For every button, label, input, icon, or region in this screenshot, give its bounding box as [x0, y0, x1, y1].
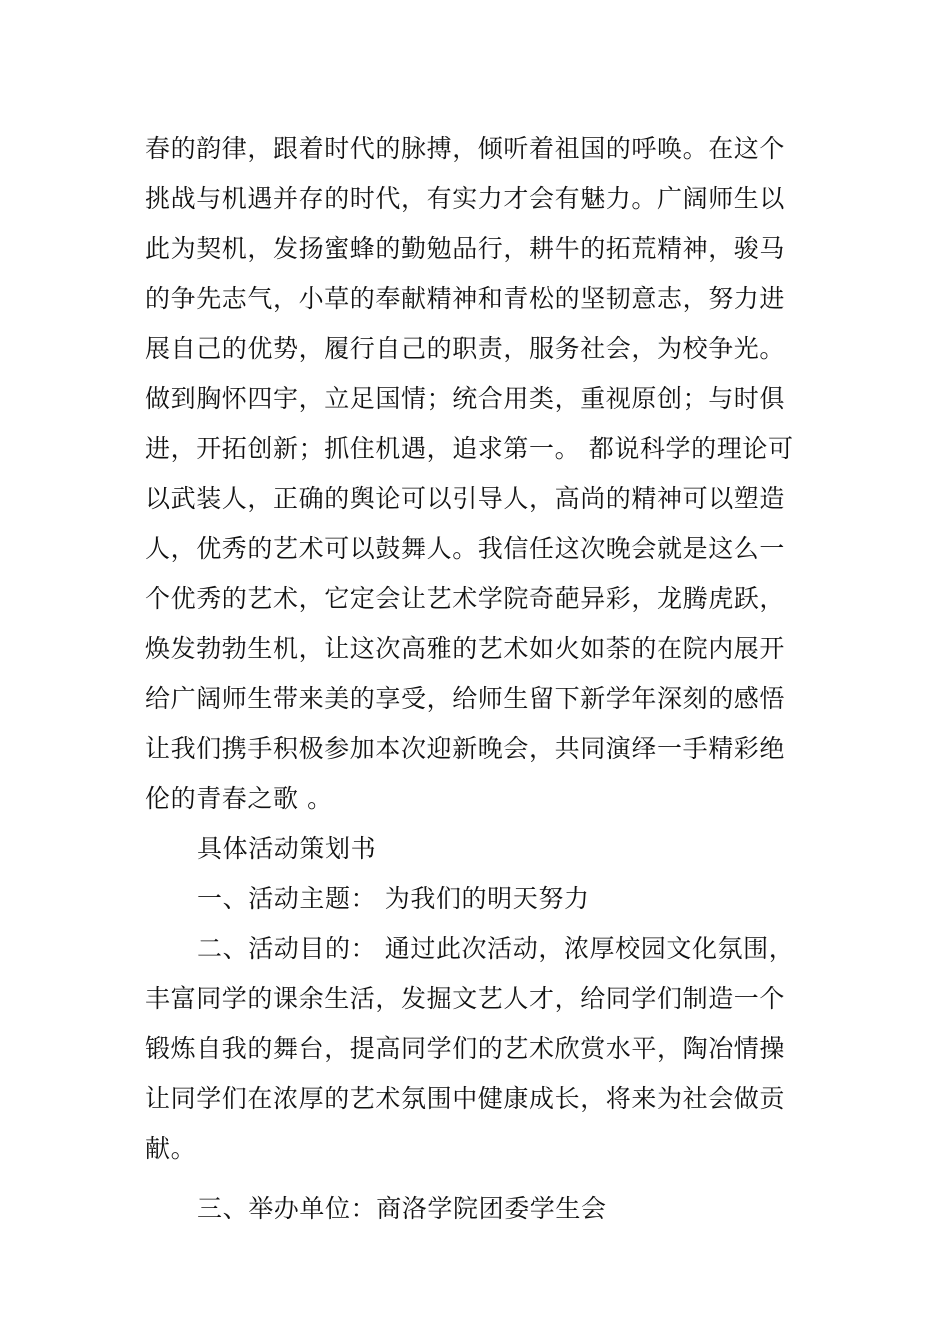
paragraph-line: 展自己的优势，履行自己的职责，服务社会，为校争光。: [145, 334, 786, 363]
paragraph-line: 人，优秀的艺术可以鼓舞人。我信任这次晚会就是这么一: [145, 534, 786, 563]
paragraph-line: 让我们携手积极参加本次迎新晚会，共同演绎一手精彩绝: [145, 734, 786, 763]
paragraph-line: 伦的青春之歌 。: [145, 784, 333, 813]
plan-title: 具体活动策划书: [197, 834, 377, 863]
activity-purpose-line: 献。: [145, 1134, 197, 1163]
paragraph-line: 以武装人，正确的舆论可以引导人，高尚的精神可以塑造: [145, 484, 786, 513]
paragraph-line: 给广阔师生带来美的享受，给师生留下新学年深刻的感悟: [145, 684, 786, 713]
paragraph-line: 进，开拓创新；抓住机遇，追求第一。 都说科学的理论可: [145, 434, 794, 463]
activity-theme: 一、活动主题： 为我们的明天努力: [197, 884, 590, 913]
paragraph-line: 挑战与机遇并存的时代，有实力才会有魅力。广阔师生以: [145, 184, 786, 213]
paragraph-line: 焕发勃勃生机，让这次高雅的艺术如火如荼的在院内展开: [145, 634, 786, 663]
document-body: [145, 124, 810, 1234]
paragraph-line: 的争先志气，小草的奉献精神和青松的坚韧意志，努力进: [145, 284, 786, 313]
paragraph-line: 春的韵律，跟着时代的脉搏，倾听着祖国的呼唤。在这个: [145, 134, 786, 163]
paragraph-line: 此为契机，发扬蜜蜂的勤勉品行，耕牛的拓荒精神，骏马: [145, 234, 786, 263]
activity-purpose-line: 锻炼自我的舞台，提高同学们的艺术欣赏水平，陶冶情操: [145, 1034, 786, 1063]
activity-purpose-line: 让同学们在浓厚的艺术氛围中健康成长，将来为社会做贡: [145, 1084, 786, 1113]
section-gap: [145, 1174, 810, 1184]
organizer: 三、举办单位：商洛学院团委学生会: [197, 1194, 607, 1223]
paragraph-line: 个优秀的艺术，它定会让艺术学院奇葩异彩，龙腾虎跃，: [145, 584, 786, 613]
activity-purpose-line: 丰富同学的课余生活，发掘文艺人才，给同学们制造一个: [145, 984, 786, 1013]
activity-purpose-line: 二、活动目的： 通过此次活动，浓厚校园文化氛围，: [197, 934, 795, 963]
paragraph-line: 做到胸怀四宇，立足国情；统合用类，重视原创；与时俱: [145, 384, 786, 413]
